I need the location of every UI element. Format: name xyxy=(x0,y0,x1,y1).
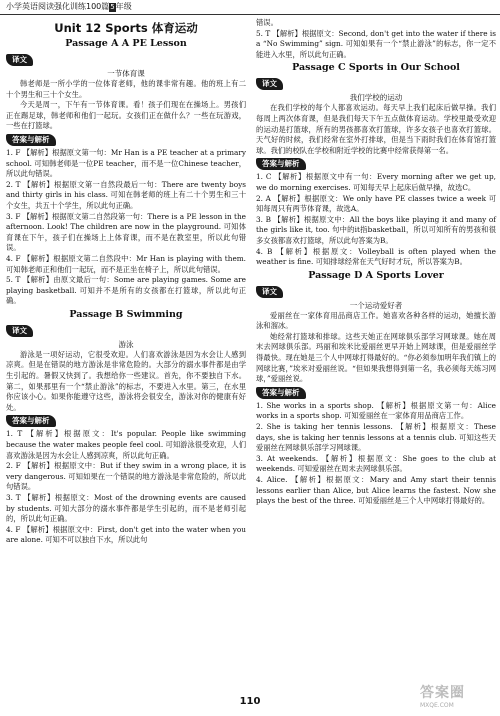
watermark-url: MXQE.COM xyxy=(420,702,454,709)
watermark-logo xyxy=(420,682,494,710)
page-header xyxy=(0,0,500,14)
translation-tag: 译文 xyxy=(256,286,283,298)
passage-b-answer: 1. T 【解析】根据原文：It's popular. People like swimming because the water makes people feel cool. 可知游泳很受欢迎，人们喜欢游泳是因为水会让人感到凉爽，所以此句正确。 xyxy=(6,429,246,460)
left-column xyxy=(6,18,246,546)
passage-a-para: 韩老师是一所小学的一位体育老师，他的课非常有趣。他的班上有二十个男生和三十个女生。 xyxy=(6,79,246,99)
translation-tag: 译文 xyxy=(256,78,283,90)
grade-suffix: 年级 xyxy=(115,2,132,11)
passage-d-para: 她经常打篮球和排球。这些天她正在网球俱乐部学习网球课。她在周末去网球俱乐部。玛丽和埃米比爱丽丝更早开始上网球课，但是爱丽丝学得最快。现在她是三个人中网球打得最好的。“你必须参加明年我们镇上的网球比赛，”埃米对爱丽丝说。“但如果我想得到第一名，我必须每天练习网球，”爱丽丝说。 xyxy=(256,331,496,384)
page-number: 110 xyxy=(239,696,261,707)
passage-b-para: 游泳是一项好运动，它很受欢迎。人们喜欢游泳是因为水会让人感到凉爽。但是在错误的地方游泳是非常危险的。大部分的溺水事件都是由学生引起的。暑假又快到了。我想给你一些建议。首先，你不要独自下水。第二，如果那里有一个“禁止游泳”的标志，不要进入水里。第三，在水里你应该小心。如果你能遵守这些，游泳将会很安全，游泳对你的健康有好处。 xyxy=(6,349,246,412)
answers-tag: 答案与解析 xyxy=(256,387,306,399)
passage-d-answer: 3. At weekends. 【解析】根据原文：She goes to the club at weekends. 可知爱丽丝在周末去网球俱乐部。 xyxy=(256,453,496,474)
passage-b-answer: 5. T 【解析】根据原文：Second, don't get into the water if there is a “No Swimming” sign. 可知如果有一个“禁止游泳”的标志，你一定不能进入水里，所以此句正确。 xyxy=(256,28,496,59)
answers-tag: 答案与解析 xyxy=(256,158,306,170)
passage-a-answer: 5. T 【解析】由原文最后一句：Some are playing games. Some are playing basketball. 可知并不是所有的女孩都在打篮球，所以此句正确。 xyxy=(6,275,246,306)
answers-tag: 答案与解析 xyxy=(6,134,56,146)
translation-tag: 译文 xyxy=(6,325,33,337)
passage-b-answer: 4. F 【解析】根据原文中：First, don't get into the water when you are alone. 可知不可以独自下水，所以此句 xyxy=(6,524,246,545)
passage-c-answer: 1. C 【解析】根据原文中有一句：Every morning after we get up, we do morning exercises. 可知每天早上起床后做早操，故选C。 xyxy=(256,172,496,192)
passage-d-answer: 2. She is taking her tennis lessons. 【解析】根据原文：These days, she is taking her tennis lessons at a tennis club. 可知这些天爱丽丝在网球俱乐部学习网球课。 xyxy=(256,422,496,453)
passage-b-heading: Passage B Swimming xyxy=(69,308,183,320)
right-column xyxy=(256,18,496,507)
passage-d-answer: 1. She works in a sports shop. 【解析】根据原文第一句：Alice works in a sports shop. 可知爱丽丝在一家体育用品商店工作。 xyxy=(256,400,496,421)
passage-c-answer: 4. B 【解析】根据原文：Volleyball is often played when the weather is fine. 可知排球经常在天气好时才玩，所以答案为B。 xyxy=(256,246,496,267)
book-title: 小学英语阅读强化训练100篇 xyxy=(6,2,110,11)
answers-tag: 答案与解析 xyxy=(6,415,56,427)
passage-c-title: 我们学校的运动 xyxy=(349,93,403,103)
passage-d-heading: Passage D A Sports Lover xyxy=(308,269,444,281)
passage-c-para: 在我们学校的每个人都喜欢运动。每天早上我们起床后做早操。我们每周上两次体育课，但是我们每天下午五点做体育运动。学校里最受欢迎的运动是打篮球，所有的男孩都喜欢打篮球，许多女孩子也喜欢打篮球。天气好的时候，我们经常在室外打排球，但是当下雨时我们在体育馆打篮球。我们的校队在学校和附近学校的比赛中经常获得第一名。 xyxy=(256,103,496,155)
passage-c-answer: 2. A 【解析】根据原文：We only have PE classes twice a week 可知每周只有两节体育课，故选A。 xyxy=(256,193,496,214)
passage-a-answer: 4. F 【解析】根据原文第二自然段中：Mr Han is playing with them. 可知韩老师正和他们一起玩，而不是正坐在椅子上，所以此句错误。 xyxy=(6,253,246,274)
passage-a-answer: 3. F 【解析】根据原文第二自然段第一句：There is a PE lesson in the afternoon. Look! The children are now in the playground. 可知体育课在下午，孩子们在操场上上体育课，而不是在教室里，所以此句错误。 xyxy=(6,211,246,253)
passage-c-answer: 3. B 【解析】根据原文中：All the boys like playing it and many of the girls like it, too. 句中的it指basketball，所以可知所有的男孩和很多女孩都喜欢打篮球，所以此句答案为B。 xyxy=(256,214,496,245)
passage-a-answer: 2. T 【解析】根据原文第一自然段最后一句：There are twenty boys and thirty girls in his class. 可知在韩老师的班上有二十个男生和三十个女生，共五十个学生，所以此句正确。 xyxy=(6,179,246,210)
passage-b-answer: 2. F 【解析】根据原文中：But if they swim in a wrong place, it is very dangerous. 可知如果在一个错误的地方游泳是非常危险的，所以此句错误。 xyxy=(6,461,246,492)
passage-b-answer: 3. T 【解析】根据原文：Most of the drowning events are caused by students. 可知大部分的溺水事件都是学生引起的，而不是老师引起的，所以此句正确。 xyxy=(6,493,246,524)
passage-d-answer: 4. Alice. 【解析】根据原文：Mary and Amy start their tennis lessons earlier than Alice, but Alice learns the fastest. Now she plays the best of the three. 可知爱丽丝是三个人中网球打得最好的。 xyxy=(256,475,496,506)
passage-a-answer: 1. F 【解析】根据原文第一句：Mr Han is a PE teacher at a primary school. 可知韩老师是一位PE teacher，而不是一位Chinese teacher，所以此句错误。 xyxy=(6,147,246,179)
passage-a-para: 今天是周一，下午有一节体育课。看！孩子们现在在操场上。男孩们正在踢足球，韩老师和他们一起玩。女孩们正在做什么？一些在玩游戏，一些在打篮球。 xyxy=(6,100,246,131)
translation-tag: 译文 xyxy=(6,54,33,66)
passage-a-heading: Passage A A PE Lesson xyxy=(65,38,187,49)
passage-a-title: 一节体育课 xyxy=(107,69,145,78)
header-rule xyxy=(0,14,500,15)
unit-title: Unit 12 Sports 体育运动 xyxy=(54,21,198,35)
passage-d-title: 一个运动爱好者 xyxy=(349,300,403,310)
grade-number: 5 xyxy=(110,3,115,11)
watermark-text: 答案圈 xyxy=(420,685,465,701)
passage-b-answer-cont: 错误。 xyxy=(256,18,278,27)
passage-c-heading: Passage C Sports in Our School xyxy=(292,62,460,74)
passage-b-title: 游泳 xyxy=(118,339,134,349)
passage-d-para: 爱丽丝在一家体育用品商店工作。她喜欢各种各样的运动，她擅长游泳和溜冰。 xyxy=(256,310,496,331)
